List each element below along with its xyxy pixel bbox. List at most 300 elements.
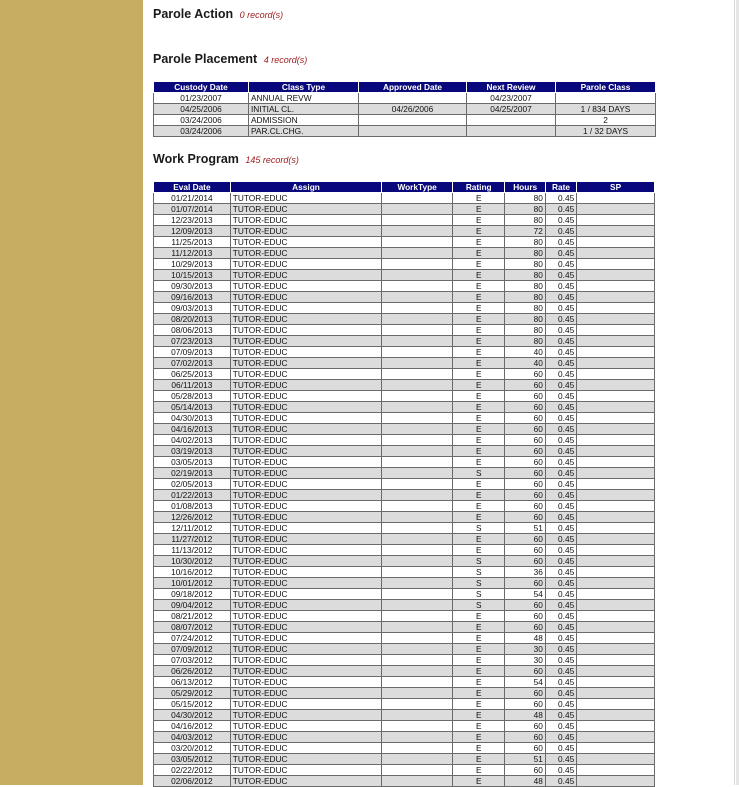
table-cell: 0.45: [545, 732, 576, 743]
table-cell: 07/09/2013: [154, 347, 231, 358]
table-cell: [382, 402, 453, 413]
table-cell: 80: [505, 281, 545, 292]
table-cell: 04/25/2007: [467, 104, 556, 115]
table-cell: [577, 633, 655, 644]
table-cell: 80: [505, 303, 545, 314]
table-cell: TUTOR-EDUC: [230, 622, 382, 633]
table-cell: 08/06/2013: [154, 325, 231, 336]
table-row: [154, 655, 655, 666]
table-cell: 0.45: [545, 281, 576, 292]
table-cell: TUTOR-EDUC: [230, 732, 382, 743]
table-cell: E: [452, 413, 505, 424]
table-cell: TUTOR-EDUC: [230, 578, 382, 589]
table-cell: E: [452, 281, 505, 292]
table-cell: E: [452, 512, 505, 523]
work-header-worktype: WorkType: [382, 182, 453, 193]
table-cell: [382, 633, 453, 644]
table-cell: TUTOR-EDUC: [230, 556, 382, 567]
table-cell: [577, 204, 655, 215]
table-cell: 60: [505, 402, 545, 413]
table-cell: 12/11/2012: [154, 523, 231, 534]
table-row: [154, 281, 655, 292]
table-row: [154, 512, 655, 523]
table-cell: 06/11/2013: [154, 380, 231, 391]
table-cell: 60: [505, 611, 545, 622]
table-cell: 80: [505, 215, 545, 226]
table-row: [154, 743, 655, 754]
table-cell: TUTOR-EDUC: [230, 292, 382, 303]
table-cell: 60: [505, 369, 545, 380]
table-cell: TUTOR-EDUC: [230, 391, 382, 402]
table-cell: 11/27/2012: [154, 534, 231, 545]
placement-header-approved-date: Approved Date: [359, 82, 467, 93]
table-row: [154, 644, 655, 655]
table-cell: TUTOR-EDUC: [230, 435, 382, 446]
table-cell: [577, 391, 655, 402]
table-cell: [577, 292, 655, 303]
table-cell: E: [452, 358, 505, 369]
table-cell: 03/20/2012: [154, 743, 231, 754]
table-cell: [382, 710, 453, 721]
table-row: [154, 104, 656, 115]
table-cell: E: [452, 314, 505, 325]
table-cell: TUTOR-EDUC: [230, 776, 382, 787]
table-cell: [382, 314, 453, 325]
table-cell: 0.45: [545, 314, 576, 325]
table-cell: E: [452, 501, 505, 512]
table-cell: [577, 215, 655, 226]
table-cell: E: [452, 655, 505, 666]
work-header-rating: Rating: [452, 182, 505, 193]
work-header-sp: SP: [577, 182, 655, 193]
table-cell: PAR.CL.CHG.: [249, 126, 359, 137]
table-cell: 02/19/2013: [154, 468, 231, 479]
table-cell: TUTOR-EDUC: [230, 523, 382, 534]
table-cell: [382, 424, 453, 435]
table-cell: 0.45: [545, 776, 576, 787]
table-cell: TUTOR-EDUC: [230, 457, 382, 468]
table-row: [154, 633, 655, 644]
table-cell: 40: [505, 347, 545, 358]
table-cell: [382, 765, 453, 776]
table-cell: 06/26/2012: [154, 666, 231, 677]
table-cell: [577, 721, 655, 732]
table-row: [154, 600, 655, 611]
table-cell: 0.45: [545, 699, 576, 710]
work-program-heading: [153, 152, 299, 166]
table-cell: 0.45: [545, 292, 576, 303]
table-cell: [577, 347, 655, 358]
table-cell: [577, 248, 655, 259]
table-cell: 09/03/2013: [154, 303, 231, 314]
table-row: [154, 666, 655, 677]
table-cell: 60: [505, 600, 545, 611]
table-row: [154, 622, 655, 633]
table-row: [154, 457, 655, 468]
table-cell: E: [452, 721, 505, 732]
table-cell: [382, 578, 453, 589]
table-cell: 04/02/2013: [154, 435, 231, 446]
table-cell: E: [452, 292, 505, 303]
table-cell: [359, 93, 467, 104]
table-cell: [577, 765, 655, 776]
table-row: [154, 259, 655, 270]
table-cell: [577, 655, 655, 666]
work-header-eval-date: Eval Date: [154, 182, 231, 193]
table-cell: E: [452, 666, 505, 677]
table-cell: [382, 325, 453, 336]
table-cell: E: [452, 754, 505, 765]
table-cell: TUTOR-EDUC: [230, 336, 382, 347]
table-cell: [382, 699, 453, 710]
table-cell: [556, 93, 656, 104]
table-row: [154, 501, 655, 512]
table-cell: [577, 226, 655, 237]
table-cell: E: [452, 204, 505, 215]
table-cell: [577, 743, 655, 754]
table-cell: 51: [505, 754, 545, 765]
table-cell: 80: [505, 193, 545, 204]
table-cell: 03/05/2012: [154, 754, 231, 765]
table-cell: [577, 336, 655, 347]
table-cell: 60: [505, 435, 545, 446]
table-row: [154, 303, 655, 314]
table-cell: 10/01/2012: [154, 578, 231, 589]
table-row: [154, 347, 655, 358]
table-row: [154, 391, 655, 402]
table-header-row: [154, 82, 656, 93]
table-row: [154, 314, 655, 325]
table-cell: 0.45: [545, 512, 576, 523]
table-cell: [577, 435, 655, 446]
table-cell: 0.45: [545, 468, 576, 479]
table-cell: [382, 215, 453, 226]
table-cell: 10/29/2013: [154, 259, 231, 270]
table-cell: TUTOR-EDUC: [230, 314, 382, 325]
table-cell: 60: [505, 688, 545, 699]
table-row: [154, 589, 655, 600]
table-cell: 0.45: [545, 435, 576, 446]
table-cell: E: [452, 644, 505, 655]
table-cell: [577, 501, 655, 512]
table-cell: 30: [505, 644, 545, 655]
table-cell: 0.45: [545, 424, 576, 435]
table-cell: 10/16/2012: [154, 567, 231, 578]
table-cell: 60: [505, 413, 545, 424]
table-cell: E: [452, 677, 505, 688]
table-cell: 60: [505, 545, 545, 556]
table-cell: 12/23/2013: [154, 215, 231, 226]
placement-header-parole-class: Parole Class: [556, 82, 656, 93]
table-cell: TUTOR-EDUC: [230, 721, 382, 732]
placement-header-next-review: Next Review: [467, 82, 556, 93]
table-cell: 04/26/2006: [359, 104, 467, 115]
table-cell: E: [452, 743, 505, 754]
table-cell: 0.45: [545, 490, 576, 501]
table-cell: [577, 270, 655, 281]
table-cell: [382, 655, 453, 666]
table-cell: E: [452, 479, 505, 490]
table-cell: TUTOR-EDUC: [230, 600, 382, 611]
table-cell: 0.45: [545, 413, 576, 424]
table-cell: [382, 644, 453, 655]
table-row: [154, 358, 655, 369]
work-header-rate: Rate: [545, 182, 576, 193]
table-cell: 72: [505, 226, 545, 237]
table-cell: [382, 281, 453, 292]
table-row: [154, 710, 655, 721]
table-cell: 0.45: [545, 721, 576, 732]
table-cell: TUTOR-EDUC: [230, 479, 382, 490]
table-cell: [382, 534, 453, 545]
table-cell: 0.45: [545, 303, 576, 314]
table-cell: [577, 468, 655, 479]
table-cell: TUTOR-EDUC: [230, 655, 382, 666]
table-cell: 0.45: [545, 237, 576, 248]
table-row: [154, 721, 655, 732]
table-cell: [382, 347, 453, 358]
table-cell: [382, 358, 453, 369]
table-cell: E: [452, 435, 505, 446]
table-cell: 80: [505, 325, 545, 336]
placement-header-custody-date: Custody Date: [154, 82, 249, 93]
table-cell: 36: [505, 567, 545, 578]
parole-action-count: 0 record(s): [239, 10, 284, 20]
table-cell: 01/23/2007: [154, 93, 249, 104]
table-cell: [382, 666, 453, 677]
table-cell: E: [452, 215, 505, 226]
table-cell: [577, 413, 655, 424]
table-row: [154, 325, 655, 336]
table-cell: 08/20/2013: [154, 314, 231, 325]
table-cell: TUTOR-EDUC: [230, 204, 382, 215]
table-cell: 80: [505, 259, 545, 270]
table-cell: [577, 446, 655, 457]
table-row: [154, 611, 655, 622]
table-cell: 0.45: [545, 710, 576, 721]
table-cell: 60: [505, 457, 545, 468]
table-cell: 07/24/2012: [154, 633, 231, 644]
table-cell: 09/30/2013: [154, 281, 231, 292]
table-cell: TUTOR-EDUC: [230, 688, 382, 699]
table-cell: ADMISSION: [249, 115, 359, 126]
table-cell: 02/06/2012: [154, 776, 231, 787]
table-cell: [577, 754, 655, 765]
table-cell: 03/05/2013: [154, 457, 231, 468]
table-cell: E: [452, 622, 505, 633]
table-cell: 0.45: [545, 677, 576, 688]
table-cell: [577, 534, 655, 545]
table-cell: [382, 369, 453, 380]
table-cell: 02/05/2013: [154, 479, 231, 490]
table-cell: 60: [505, 721, 545, 732]
table-cell: E: [452, 490, 505, 501]
table-cell: E: [452, 534, 505, 545]
table-row: [154, 424, 655, 435]
table-cell: TUTOR-EDUC: [230, 754, 382, 765]
table-cell: [382, 292, 453, 303]
table-cell: TUTOR-EDUC: [230, 611, 382, 622]
table-cell: E: [452, 336, 505, 347]
table-cell: TUTOR-EDUC: [230, 226, 382, 237]
table-cell: 80: [505, 270, 545, 281]
table-cell: E: [452, 710, 505, 721]
table-cell: 0.45: [545, 259, 576, 270]
table-cell: [382, 622, 453, 633]
table-cell: 06/25/2013: [154, 369, 231, 380]
table-row: [154, 688, 655, 699]
table-cell: [577, 457, 655, 468]
table-cell: TUTOR-EDUC: [230, 270, 382, 281]
table-cell: 0.45: [545, 754, 576, 765]
table-cell: [577, 567, 655, 578]
table-cell: [382, 677, 453, 688]
table-cell: [382, 688, 453, 699]
table-cell: 03/24/2006: [154, 126, 249, 137]
right-border-line: [734, 0, 735, 785]
table-row: [154, 732, 655, 743]
table-cell: [577, 644, 655, 655]
table-cell: 0.45: [545, 743, 576, 754]
table-cell: 60: [505, 446, 545, 457]
table-cell: [382, 732, 453, 743]
table-cell: S: [452, 468, 505, 479]
table-cell: [577, 622, 655, 633]
table-cell: 0.45: [545, 457, 576, 468]
table-cell: 10/30/2012: [154, 556, 231, 567]
parole-placement-title: Parole Placement: [153, 52, 258, 66]
table-cell: 0.45: [545, 358, 576, 369]
table-cell: 0.45: [545, 204, 576, 215]
table-row: [154, 237, 655, 248]
table-cell: [577, 699, 655, 710]
table-cell: [577, 479, 655, 490]
table-cell: 60: [505, 556, 545, 567]
table-row: [154, 435, 655, 446]
table-cell: 04/30/2013: [154, 413, 231, 424]
table-cell: 09/16/2013: [154, 292, 231, 303]
table-cell: [577, 600, 655, 611]
table-cell: [382, 743, 453, 754]
table-cell: TUTOR-EDUC: [230, 259, 382, 270]
table-cell: 60: [505, 666, 545, 677]
work-header-hours: Hours: [505, 182, 545, 193]
table-cell: 05/28/2013: [154, 391, 231, 402]
table-cell: [577, 688, 655, 699]
table-cell: INITIAL CL.: [249, 104, 359, 115]
table-cell: [382, 237, 453, 248]
table-cell: E: [452, 303, 505, 314]
table-cell: 60: [505, 622, 545, 633]
parole-action-title: Parole Action: [153, 7, 234, 21]
table-cell: 04/25/2006: [154, 104, 249, 115]
table-cell: [577, 193, 655, 204]
table-cell: S: [452, 589, 505, 600]
table-cell: [577, 380, 655, 391]
table-cell: [382, 248, 453, 259]
table-cell: 48: [505, 710, 545, 721]
table-cell: TUTOR-EDUC: [230, 193, 382, 204]
table-cell: E: [452, 402, 505, 413]
table-cell: [382, 721, 453, 732]
table-cell: [577, 490, 655, 501]
table-cell: 60: [505, 578, 545, 589]
table-cell: TUTOR-EDUC: [230, 743, 382, 754]
table-cell: [577, 314, 655, 325]
parole-placement-heading: [153, 52, 307, 66]
table-cell: [382, 391, 453, 402]
table-cell: TUTOR-EDUC: [230, 380, 382, 391]
table-row: [154, 204, 655, 215]
table-cell: 60: [505, 765, 545, 776]
table-cell: 80: [505, 237, 545, 248]
table-cell: [382, 754, 453, 765]
table-cell: 0.45: [545, 336, 576, 347]
work-program-table: [153, 181, 655, 787]
table-cell: TUTOR-EDUC: [230, 215, 382, 226]
table-cell: 60: [505, 424, 545, 435]
table-row: [154, 556, 655, 567]
table-cell: [577, 732, 655, 743]
table-cell: 0.45: [545, 644, 576, 655]
table-cell: TUTOR-EDUC: [230, 710, 382, 721]
table-cell: [577, 589, 655, 600]
table-cell: TUTOR-EDUC: [230, 248, 382, 259]
table-cell: 04/16/2012: [154, 721, 231, 732]
table-cell: E: [452, 380, 505, 391]
table-cell: 54: [505, 589, 545, 600]
table-cell: [382, 545, 453, 556]
table-cell: 60: [505, 501, 545, 512]
table-row: [154, 248, 655, 259]
table-cell: TUTOR-EDUC: [230, 413, 382, 424]
table-row: [154, 402, 655, 413]
table-row: [154, 545, 655, 556]
table-cell: [577, 611, 655, 622]
table-cell: 0.45: [545, 325, 576, 336]
table-cell: [577, 325, 655, 336]
table-cell: [382, 204, 453, 215]
table-cell: 04/23/2007: [467, 93, 556, 104]
table-cell: [467, 126, 556, 137]
table-cell: E: [452, 545, 505, 556]
table-cell: TUTOR-EDUC: [230, 644, 382, 655]
table-cell: [577, 578, 655, 589]
table-cell: [382, 490, 453, 501]
table-cell: [382, 270, 453, 281]
table-cell: 01/21/2014: [154, 193, 231, 204]
table-cell: S: [452, 567, 505, 578]
table-cell: E: [452, 611, 505, 622]
table-cell: 0.45: [545, 666, 576, 677]
table-cell: [577, 556, 655, 567]
table-cell: E: [452, 765, 505, 776]
table-cell: 05/15/2012: [154, 699, 231, 710]
table-cell: [577, 545, 655, 556]
table-cell: [577, 402, 655, 413]
table-cell: 60: [505, 479, 545, 490]
table-cell: 0.45: [545, 534, 576, 545]
table-row: [154, 567, 655, 578]
table-cell: 0.45: [545, 391, 576, 402]
table-cell: 40: [505, 358, 545, 369]
table-cell: 80: [505, 204, 545, 215]
work-program-count: 145 record(s): [245, 155, 299, 165]
table-cell: 0.45: [545, 611, 576, 622]
table-cell: 60: [505, 732, 545, 743]
work-program-title: Work Program: [153, 152, 239, 166]
table-cell: E: [452, 732, 505, 743]
